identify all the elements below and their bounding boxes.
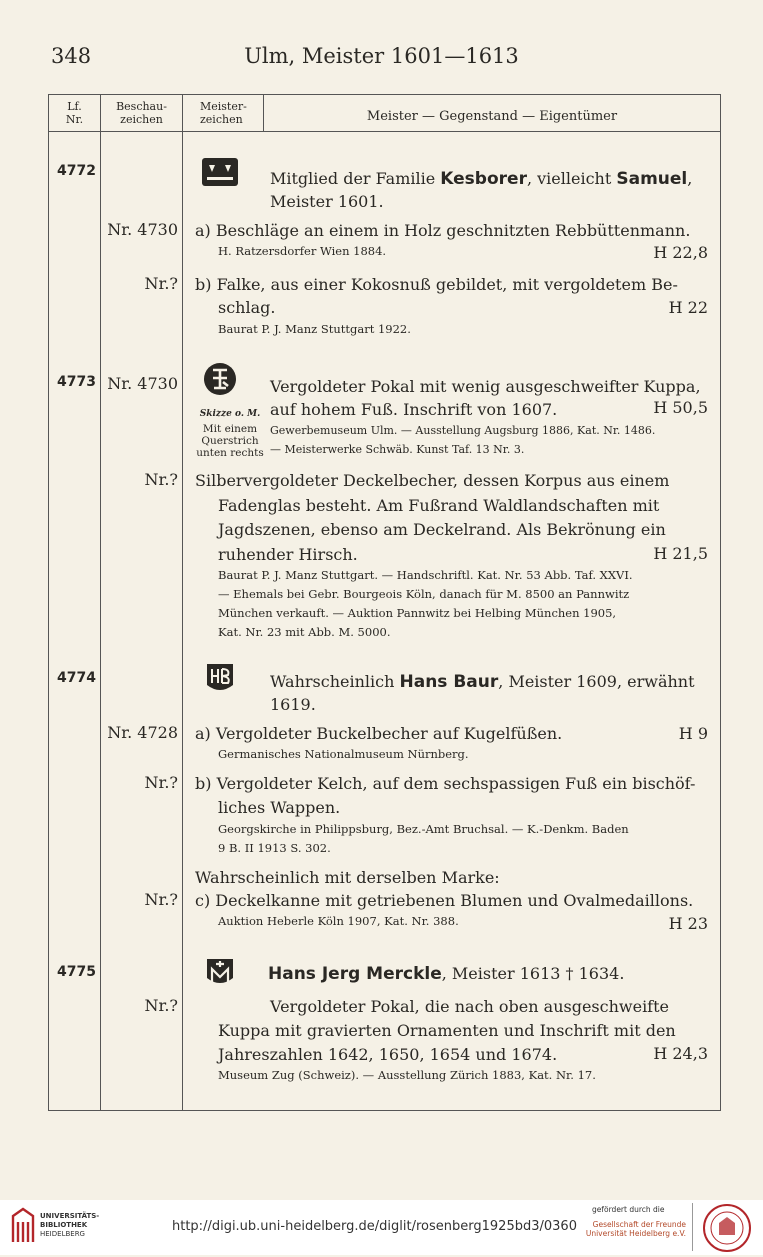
- item-b-source: Baurat P. J. Manz Stuttgart 1922.: [218, 322, 411, 336]
- entry-4774-b-line1: b) Vergoldeter Kelch, auf dem sechspassigen Fuß ein bischöf-: [195, 774, 696, 793]
- table-header-divider: [48, 131, 721, 132]
- entry-number: 4773: [57, 374, 96, 390]
- entry-4773-b-source1: Baurat P. J. Manz Stuttgart. — Handschriftl. Kat. Nr. 53 Abb. Taf. XXVI.: [218, 568, 633, 582]
- mark-hb-icon: [204, 661, 236, 695]
- entry-4774-c-height: H 23: [668, 914, 708, 933]
- mark-m-icon: [204, 956, 236, 988]
- header-meister: Meister- zeichen: [200, 100, 247, 126]
- beschau-nr: Nr.?: [144, 996, 178, 1015]
- sponsor-name-2: Universität Heidelberg e.V.: [585, 1229, 686, 1238]
- entry-4774-title: Wahrscheinlich Hans Baur, Meister 1609, erwähnt: [270, 672, 695, 692]
- entry-4775-height: H 24,3: [653, 1044, 708, 1063]
- university-seal: [702, 1203, 752, 1257]
- masters-mark-merckle: [199, 955, 241, 989]
- entry-4774-c-text: c) Deckelkanne mit getriebenen Blumen und Ovalmedaillons.: [195, 891, 694, 910]
- item-b-height: H 22: [668, 298, 708, 317]
- entry-4773-b-source4: Kat. Nr. 23 mit Abb. M. 5000.: [218, 625, 391, 639]
- entry-4773-b-line1: Silbervergoldeter Deckelbecher, dessen Korpus aus einem: [195, 471, 670, 490]
- beschau-nr: Nr.?: [144, 773, 178, 792]
- entry-4773-b-source2: — Ehemals bei Gebr. Bourgeois Köln, danach für M. 8500 an Pannwitz: [218, 587, 630, 601]
- footer-divider: [692, 1203, 693, 1251]
- entry-4773-source2: — Meisterwerke Schwäb. Kunst Taf. 13 Nr. 3.: [270, 443, 525, 456]
- entry-4774-b-source2: 9 B. II 1913 S. 302.: [218, 841, 331, 855]
- entry-4775-title: Hans Jerg Merckle, Meister 1613 † 1634.: [268, 964, 625, 984]
- item-a-source: H. Ratzersdorfer Wien 1884.: [218, 244, 387, 258]
- entry-4775-source: Museum Zug (Schweiz). — Ausstellung Zürich 1883, Kat. Nr. 17.: [218, 1068, 596, 1082]
- entry-4772-title-line2: Meister 1601.: [270, 192, 384, 211]
- sponsor-name-1: Gesellschaft der Freunde: [592, 1220, 686, 1229]
- beschau-nr: Nr.?: [144, 274, 178, 293]
- entry-4774-title-line2: 1619.: [270, 695, 316, 714]
- header-lf: Lf. Nr.: [65, 100, 84, 126]
- beschau-nr: Nr. 4728: [107, 723, 178, 742]
- mark-side-note: Mit einem Querstrich unten rechts: [196, 423, 264, 459]
- header-desc: Meister — Gegenstand — Eigentümer: [366, 109, 618, 124]
- beschau-nr: Nr.?: [144, 470, 178, 489]
- item-a-height: H 22,8: [653, 243, 708, 262]
- entry-4775-line3: Jahreszahlen 1642, 1650, 1654 und 1674.: [218, 1045, 558, 1064]
- entry-4773-source1: Gewerbemuseum Ulm. — Ausstellung Augsburg 1886, Kat. Nr. 1486.: [270, 424, 656, 437]
- library-name-3: HEIDELBERG: [40, 1230, 85, 1238]
- entry-4774-a-source: Germanisches Nationalmuseum Nürnberg.: [218, 747, 469, 761]
- sponsor-label: gefördert durch die: [592, 1205, 665, 1214]
- item-b-text: b) Falke, aus einer Kokosnuß gebildet, mit vergoldetem Be-: [195, 275, 678, 294]
- entry-4773-line2: auf hohem Fuß. Inschrift von 1607.: [270, 400, 558, 419]
- library-name-2: BIBLIOTHEK: [40, 1221, 88, 1229]
- entry-number: 4772: [57, 163, 96, 179]
- entry-4774-a-height: H 9: [678, 724, 708, 743]
- entry-4773-line1: Vergoldeter Pokal mit wenig ausgeschweifter Kuppa,: [270, 377, 701, 396]
- library-logo-icon: [10, 1206, 36, 1246]
- entry-4774-a-text: a) Vergoldeter Buckelbecher auf Kugelfüßen.: [195, 724, 563, 743]
- page-title: Ulm, Meister 1601—1613: [244, 44, 519, 68]
- beschau-nr: Nr. 4730: [107, 374, 178, 393]
- header-beschau: Beschau- zeichen: [116, 100, 167, 126]
- entry-number: 4775: [57, 964, 96, 980]
- mark-circle-icon: [203, 362, 237, 396]
- entry-4773-b-line4: ruhender Hirsch.: [218, 545, 358, 564]
- entry-4773-b-source3: München verkauft. — Auktion Pannwitz bei Helbing München 1905,: [218, 606, 617, 620]
- entry-4772-title: Mitglied der Familie Kesborer, vielleicht Samuel,: [270, 169, 693, 189]
- beschau-nr: Nr.?: [144, 890, 178, 909]
- page-number: 348: [51, 44, 92, 68]
- item-b-text-line2: schlag.: [218, 298, 276, 317]
- table-col-divider-1: [100, 94, 101, 1111]
- item-a-text: a) Beschläge an einem in Holz geschnitzten Rebbüttenmann.: [195, 221, 691, 240]
- entry-4773-b-height: H 21,5: [653, 544, 708, 563]
- table-frame-top: [48, 94, 721, 95]
- masters-mark-kesborer: [199, 155, 241, 189]
- table-frame-right: [720, 94, 721, 1111]
- source-url-link[interactable]: http://digi.ub.uni-heidelberg.de/diglit/rosenberg1925bd3/0360: [172, 1219, 577, 1234]
- beschau-nr: Nr. 4730: [107, 220, 178, 239]
- masters-mark-4773: [199, 362, 241, 396]
- entry-4775-line1: Vergoldeter Pokal, die nach oben ausgeschweifte: [270, 997, 669, 1016]
- entry-4774-b-line2: liches Wappen.: [218, 798, 341, 817]
- entry-4773-b-line2: Fadenglas besteht. Am Fußrand Waldlandschaften mit: [218, 496, 660, 515]
- entry-4775-line2: Kuppa mit gravierten Ornamenten und Inschrift mit den: [218, 1021, 676, 1040]
- entry-4773-height: H 50,5: [653, 398, 708, 417]
- masters-mark-hans-baur: [199, 661, 241, 695]
- table-frame-bottom: [48, 1110, 721, 1111]
- library-logo: [10, 1206, 36, 1250]
- library-name-1: UNIVERSITÄTS-: [40, 1212, 100, 1220]
- mark-note: Skizze o. M.: [199, 409, 261, 419]
- table-frame-left: [48, 94, 49, 1111]
- university-seal-icon: [702, 1203, 752, 1253]
- entry-4774-b-source1: Georgskirche in Philippsburg, Bez.-Amt Bruchsal. — K.-Denkm. Baden: [218, 822, 629, 836]
- entry-4774-note: Wahrscheinlich mit derselben Marke:: [195, 868, 500, 887]
- entry-number: 4774: [57, 670, 96, 686]
- entry-4774-c-source: Auktion Heberle Köln 1907, Kat. Nr. 388.: [218, 914, 459, 928]
- mark-shield-icon: [201, 157, 239, 187]
- table-col-divider-2: [182, 94, 183, 1111]
- entry-4773-b-line3: Jagdszenen, ebenso am Deckelrand. Als Bekrönung ein: [218, 520, 666, 539]
